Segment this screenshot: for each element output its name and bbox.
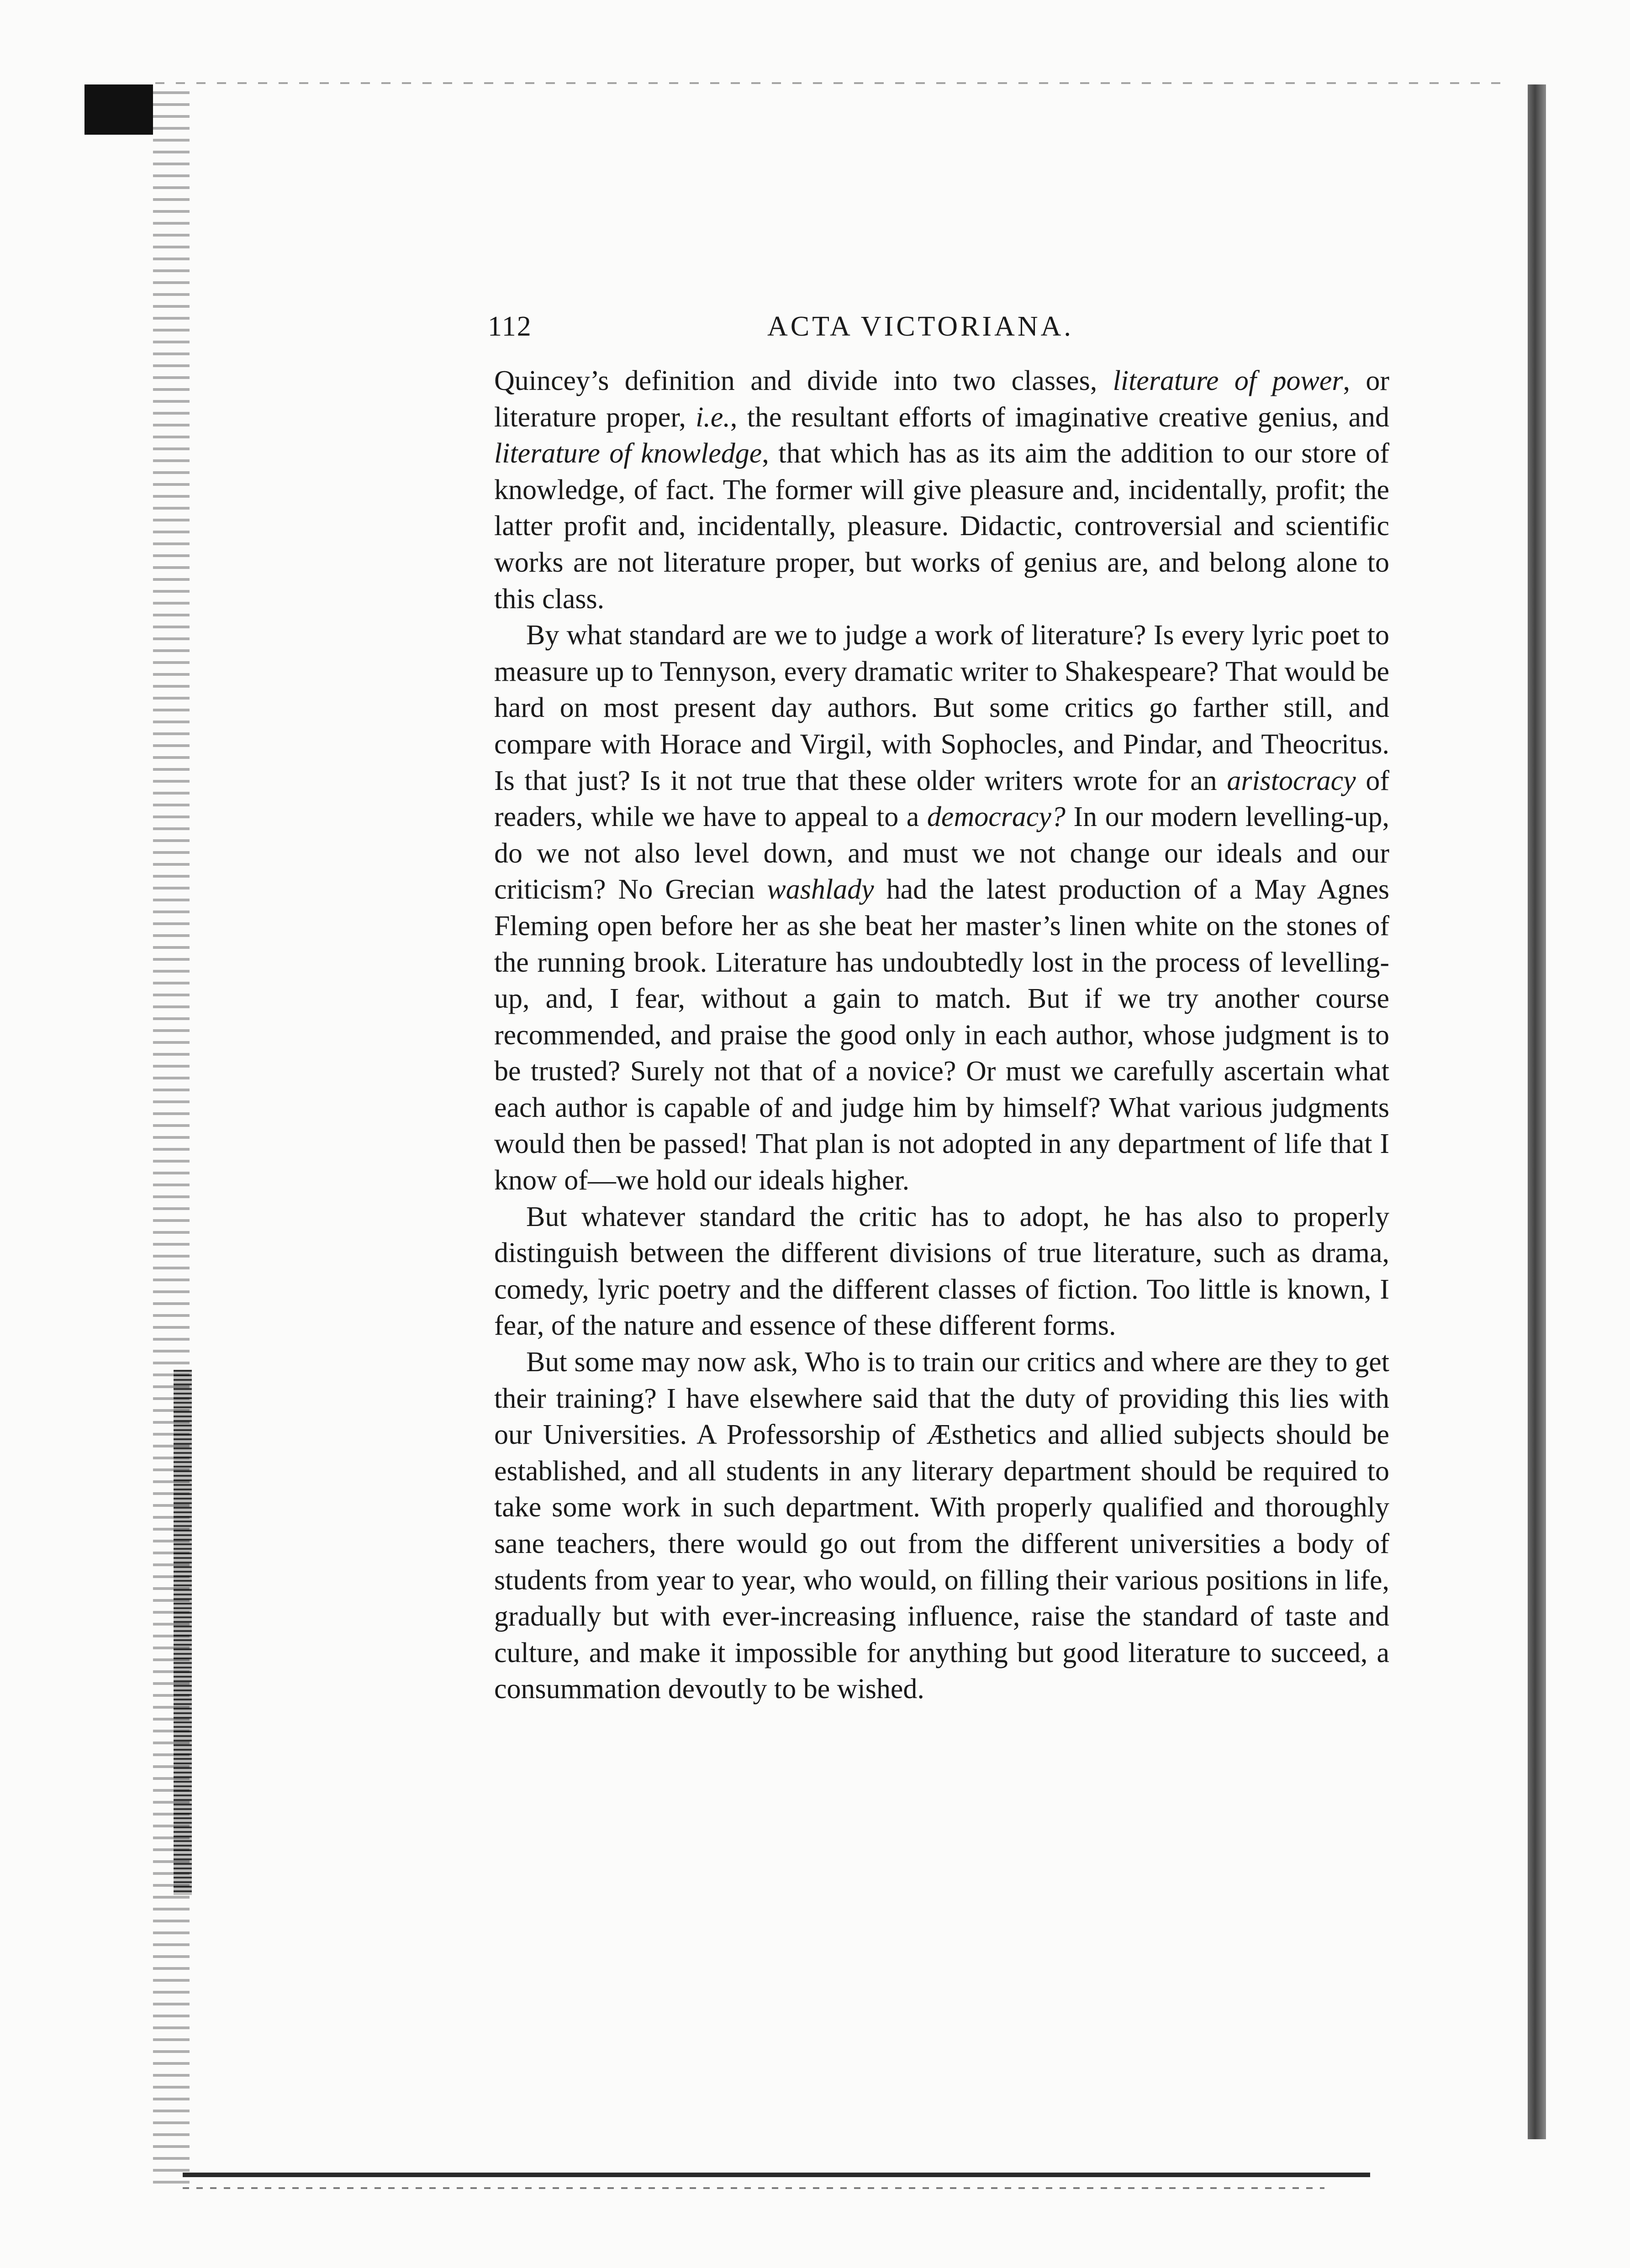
page-number: 112	[488, 311, 532, 342]
text-run: of readers, while we have to appeal to a	[494, 765, 1389, 833]
text-run: In our modern levelling-up, do we not also level down, and must we not change our ideals and our criticism? No Grecian	[494, 801, 1389, 905]
italic-run: aristocracy	[1227, 765, 1356, 796]
text-run: had the latest production of a May Agnes Fleming open before her as she beat her master’s linen white on the stones of the running brook. Literature has undoubtedly lost in the process of levelling-up, and, I fear, without a gain to match. But if we try another course recommended, and praise the good only in each author, whose judgment is to be trusted? Surely not that of a novice? Or must we carefully ascertain what each author is capable of and judge him by himself? What various judgments would then be passed! That plan is not adopted in any department of life that I know of—we hold our ideals higher.	[494, 874, 1389, 1196]
scan-left-edge-shadow	[174, 1370, 192, 1895]
scan-top-rule	[155, 82, 1503, 84]
text-run: , the resultant efforts of imaginative creative genius, and	[730, 401, 1389, 433]
scan-right-edge	[1528, 84, 1546, 2139]
running-head: ACTA VICTORIANA.	[767, 311, 1074, 342]
scan-corner-mark	[84, 84, 153, 135]
paragraph	[494, 1199, 1389, 1344]
text-run: Quincey’s definition and divide into two classes,	[494, 365, 1113, 396]
text-run: But some may now ask, Who is to train our critics and where are they to get their training? I have elsewhere said that the duty of providing this lies with our Universities. A Professorship of Æsthetics and allied subjects should be established, and all students in any literary department should be required to take some work in such department. With properly qualified and thoroughly sane teachers, there would go out from the different universities a body of students from year to year, who would, on filling their various positions in life, gradually but with ever-increasing influence, raise the standard of taste and culture, and make it impossible for anything but good literature to succeed, a consummation devoutly to be wished.	[494, 1347, 1389, 1705]
body-text	[494, 363, 1389, 1708]
italic-run: literature of knowledge	[494, 438, 762, 469]
paragraph	[494, 617, 1389, 1199]
text-run: By what standard are we to judge a work of literature? Is every lyric poet to measure up to Tennyson, every dramatic writer to Shakespeare? That would be hard on most present day authors. But some critics go farther still, and compare with Horace and Virgil, with Sophocles, and Pindar, and Theocritus. Is that just? Is it not true that these older writers wrote for an	[494, 620, 1389, 796]
italic-run: washlady	[767, 874, 874, 905]
text-run: But whatever standard the critic has to adopt, he has also to properly distinguish between the different divisions of true literature, such as drama, comedy, lyric poetry and the different classes of fiction. Too little is known, I fear, of the nature and essence of these different forms.	[494, 1201, 1389, 1342]
text-run: , or literature proper,	[494, 365, 1389, 433]
scan-bottom-rule-faint	[183, 2187, 1324, 2189]
italic-run: democracy?	[927, 801, 1066, 833]
italic-run: i.e.	[696, 401, 730, 433]
scan-bottom-rule	[183, 2173, 1370, 2177]
italic-run: literature of power	[1113, 365, 1343, 396]
paragraph	[494, 363, 1389, 617]
text-run: , that which has as its aim the addition to our store of knowledge, of fact. The former will give pleasure and, incidentally, profit; the latter profit and, incidentally, pleasure. Didactic, controversial and scientific works are not literature proper, but works of genius are, and belong alone to this class.	[494, 438, 1389, 615]
paragraph	[494, 1344, 1389, 1708]
